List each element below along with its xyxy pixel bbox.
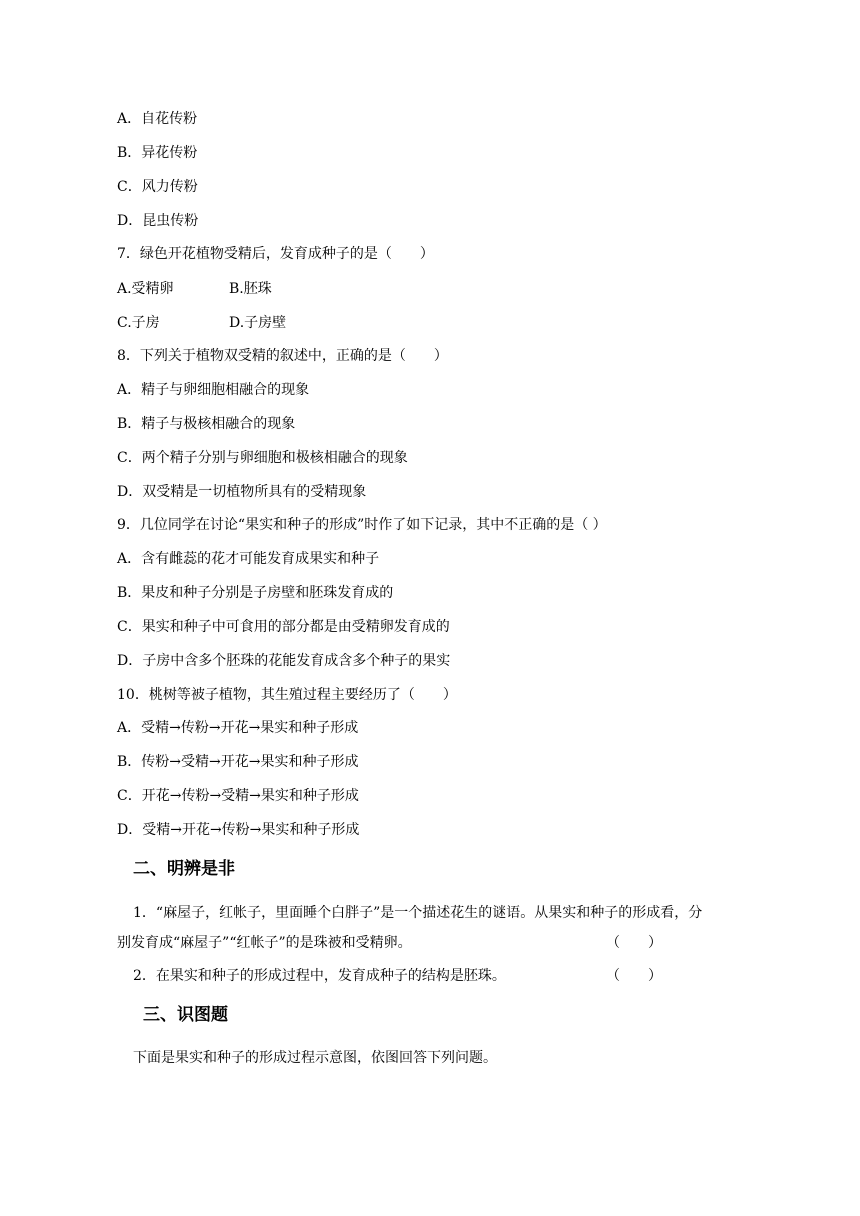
q8-stem: 8．下列关于植物双受精的叙述中，正确的是（ ） [117,348,448,364]
q7-stem: 7．绿色开花植物受精后，发育成种子的是（ ） [117,246,434,262]
q8-option-c: C．两个精子分别与卵细胞和极核相融合的现象 [117,450,408,466]
q8-option-d: D．双受精是一切植物所具有的受精现象 [117,484,367,500]
q10-option-a: A．受精→传粉→开花→果实和种子形成 [117,720,359,736]
q9-option-d: D．子房中含多个胚珠的花能发育成含多个种子的果实 [117,653,451,669]
q7-option-b: B.胚珠 [229,281,272,297]
q10-stem: 10．桃树等被子植物，其生殖过程主要经历了（ ） [117,687,457,703]
q9-option-a: A．含有雌蕊的花才可能发育成果实和种子 [117,551,380,567]
q6-option-c: C．风力传粉 [117,179,198,195]
q9-option-c: C．果实和种子中可食用的部分都是由受精卵发育成的 [117,619,450,635]
q7-option-d: D.子房壁 [229,315,287,331]
q9-stem: 9．几位同学在讨论“果实和种子的形成”时作了如下记录，其中不正确的是（ ） [117,517,607,533]
tf-item-2-answer-blank: （ ） [606,968,662,984]
q7-option-a: A.受精卵 [117,281,174,297]
q6-option-a: A．自花传粉 [117,111,198,127]
q10-option-c: C．开花→传粉→受精→果实和种子形成 [117,788,359,804]
q6-option-d: D．昆虫传粉 [117,213,199,229]
q9-option-b: B．果皮和种子分别是子房壁和胚珠发育成的 [117,585,394,601]
tf-item-1-line-2: 别发育成“麻屋子”“红帐子”的是珠被和受精卵。 [117,935,412,951]
q10-option-b: B．传粉→受精→开花→果实和种子形成 [117,754,359,770]
q8-option-a: A．精子与卵细胞相融合的现象 [117,382,310,398]
section-2-title: 二、明辨是非 [133,859,235,879]
section-3-title: 三、识图题 [143,1005,228,1025]
section-3-intro: 下面是果实和种子的形成过程示意图，依图回答下列问题。 [133,1050,497,1066]
q10-option-d: D．受精→开花→传粉→果实和种子形成 [117,822,360,838]
tf-item-1-answer-blank: （ ） [606,935,662,951]
q8-option-b: B．精子与极核相融合的现象 [117,416,296,432]
q7-option-c: C.子房 [117,315,160,331]
tf-item-2: 2．在果实和种子的形成过程中，发育成种子的结构是胚珠。 [133,968,506,984]
tf-item-1-line-1: 1．“麻屋子，红帐子，里面睡个白胖子”是一个描述花生的谜语。从果实和种子的形成看，分 [133,905,703,921]
q6-option-b: B．异花传粉 [117,145,198,161]
